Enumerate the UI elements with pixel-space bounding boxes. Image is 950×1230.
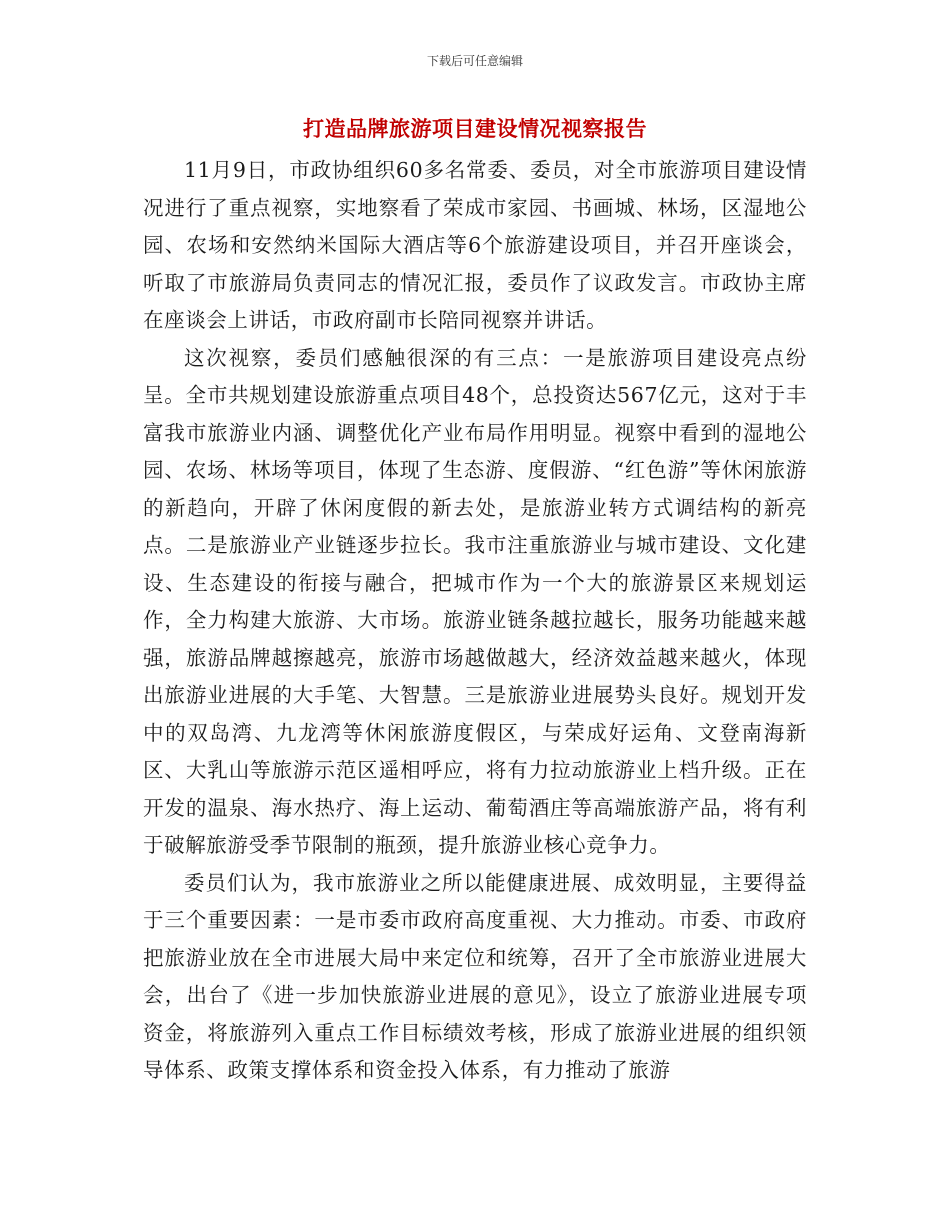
paragraph-3: 委员们认为，我市旅游业之所以能健康进展、成效明显，主要得益于三个重要因素：一是市委市政府高度重视、大力推动。市委、市政府把旅游业放在全市进展大局中来定位和统筹，召开了全市旅游业进展大会，出台了《进一步加快旅游业进展的意见》，设立了旅游业进展专项资金，将旅游列入重点工作目标绩效考核，形成了旅游业进展的组织领导体系、政策支撑体系和资金投入体系，有力推动了旅游 bbox=[143, 870, 807, 1082]
document-body bbox=[143, 152, 807, 1090]
paragraph-2: 这次视察，委员们感触很深的有三点：一是旅游项目建设亮点纷呈。全市共规划建设旅游重点项目48个，总投资达567亿元，这对于丰富我市旅游业内涵、调整优化产业布局作用明显。视察中看到的湿地公园、农场、林场等项目，体现了生态游、度假游、“红色游”等休闲旅游的新趋向，开辟了休闲度假的新去处，是旅游业转方式调结构的新亮点。二是旅游业产业链逐步拉长。我市注重旅游业与城市建设、文化建设、生态建设的衔接与融合，把城市作为一个大的旅游景区来规划运作，全力构建大旅游、大市场。旅游业链条越拉越长，服务功能越来越强，旅游品牌越擦越亮，旅游市场越做越大，经济效益越来越火，体现出旅游业进展的大手笔、大智慧。三是旅游业进展势头良好。规划开发中的双岛湾、九龙湾等休闲旅游度假区，与荣成好运角、文登南海新区、大乳山等旅游示范区遥相呼应，将有力拉动旅游业上档升级。正在开发的温泉、海水热疗、海上运动、葡萄酒庄等高端旅游产品，将有利于破解旅游受季节限制的瓶颈，提升旅游业核心竞争力。 bbox=[143, 345, 807, 857]
document-title: 打造品牌旅游项目建设情况视察报告 bbox=[303, 116, 647, 141]
paragraph-1: 11月9日，市政协组织60多名常委、委员，对全市旅游项目建设情况进行了重点视察，实地察看了荣成市家园、书画城、林场，区湿地公园、农场和安然纳米国际大酒店等6个旅游建设项目，并召开座谈会，听取了市旅游局负责同志的情况汇报，委员作了议政发言。市政协主席在座谈会上讲话，市政府副市长陪同视察并讲话。 bbox=[143, 158, 807, 332]
header-note: 下载后可任意编辑 bbox=[426, 54, 523, 68]
